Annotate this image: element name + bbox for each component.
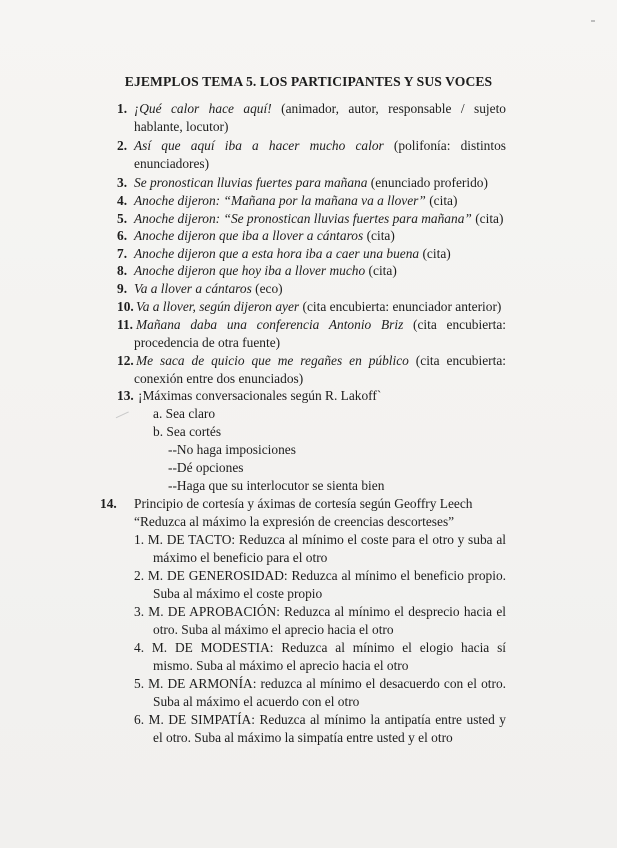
maxim-item: 1. M. DE TACTO: Reduzca al mínimo el coste para el otro y suba al [134, 532, 506, 547]
quote: “Reduzca al máximo la expresión de creencias descorteses” [134, 514, 455, 529]
maxim-item: 6. M. DE SIMPATÍA: Reduzca al mínimo la antipatía entre usted y [134, 712, 506, 727]
item-number: 5. [117, 211, 128, 226]
maxim-item-continuation: mismo. Suba al máximo el aprecio hacia el otro [153, 658, 409, 673]
scan-speck [591, 20, 595, 22]
list-item: Anoche dijeron que hoy iba a llover mucho (cita) [134, 263, 397, 278]
item-number: 7. [117, 246, 128, 261]
list-item-continuation: hablante, locutor) [134, 119, 229, 134]
list-item: Se pronostican lluvias fuertes para mañana (enunciado proferido) [134, 175, 488, 190]
list-item: Anoche dijeron: “Mañana por la mañana va a llover” (cita) [134, 193, 458, 208]
item-number: 12. [117, 353, 134, 368]
item-number: 14. [100, 496, 117, 511]
item-number: 2. [117, 138, 128, 153]
sub-item-detail: --Dé opciones [168, 460, 244, 475]
list-item: Anoche dijeron: “Se pronostican lluvias fuertes para mañana” (cita) [134, 211, 504, 226]
item-number: 8. [117, 263, 128, 278]
item-number: 1. [117, 101, 128, 116]
list-item: Me saca de quicio que me regañes en público (cita encubierta: [136, 353, 506, 368]
list-item: ¡Qué calor hace aquí! (animador, autor, responsable / sujeto [134, 101, 506, 116]
maxim-item: 2. M. DE GENEROSIDAD: Reduzca al mínimo el beneficio propio. [134, 568, 506, 583]
list-item: Va a llover a cántaros (eco) [134, 281, 283, 296]
maxim-item: 3. M. DE APROBACIÓN: Reduzca al mínimo el desprecio hacia el [134, 604, 506, 619]
maxim-item: 4. M. DE MODESTIA: Reduzca al mínimo el elogio hacia sí [134, 640, 506, 655]
list-item: ¡Máximas conversacionales según R. Lakoff` [138, 388, 382, 403]
list-item-continuation: enunciadores) [134, 156, 210, 171]
list-item: Principio de cortesía y áximas de cortesía según Geoffry Leech [134, 496, 473, 511]
maxim-item-continuation: máximo el beneficio para el otro [153, 550, 328, 565]
sub-item: b. Sea cortés [153, 424, 222, 439]
item-number: 11. [117, 317, 133, 332]
list-item: Va a llover, según dijeron ayer (cita encubierta: enunciador anterior) [136, 299, 502, 314]
sub-item-detail: --No haga imposiciones [168, 442, 296, 457]
maxim-item-continuation: el otro. Suba al máximo la simpatía entre usted y el otro [153, 730, 453, 745]
item-number: 6. [117, 228, 128, 243]
item-number: 3. [117, 175, 128, 190]
pencil-mark [116, 411, 132, 425]
list-item-continuation: conexión entre dos enunciados) [134, 371, 304, 386]
maxim-item-continuation: Suba al máximo el acuerdo con el otro [153, 694, 360, 709]
maxim-item: 5. M. DE ARMONÍA: reduzca al mínimo el desacuerdo con el otro. [134, 676, 506, 691]
item-number: 4. [117, 193, 128, 208]
sub-item-detail: --Haga que su interlocutor se sienta bien [168, 478, 385, 493]
sub-item: a. Sea claro [153, 406, 216, 421]
maxim-item-continuation: otro. Suba al máximo el aprecio hacia el otro [153, 622, 394, 637]
item-number: 9. [117, 281, 128, 296]
maxim-item-continuation: Suba al máximo el coste propio [153, 586, 323, 601]
page-title: EJEMPLOS TEMA 5. LOS PARTICIPANTES Y SUS VOCES [124, 74, 493, 89]
list-item: Así que aquí iba a hacer mucho calor (polifonía: distintos [134, 138, 506, 153]
list-item-continuation: procedencia de otra fuente) [134, 335, 281, 350]
list-item: Mañana daba una conferencia Antonio Briz (cita encubierta: [136, 317, 506, 332]
item-number: 13. [117, 388, 134, 403]
list-item: Anoche dijeron que a esta hora iba a caer una buena (cita) [134, 246, 451, 261]
item-number: 10. [117, 299, 134, 314]
list-item: Anoche dijeron que iba a llover a cántaros (cita) [134, 228, 395, 243]
